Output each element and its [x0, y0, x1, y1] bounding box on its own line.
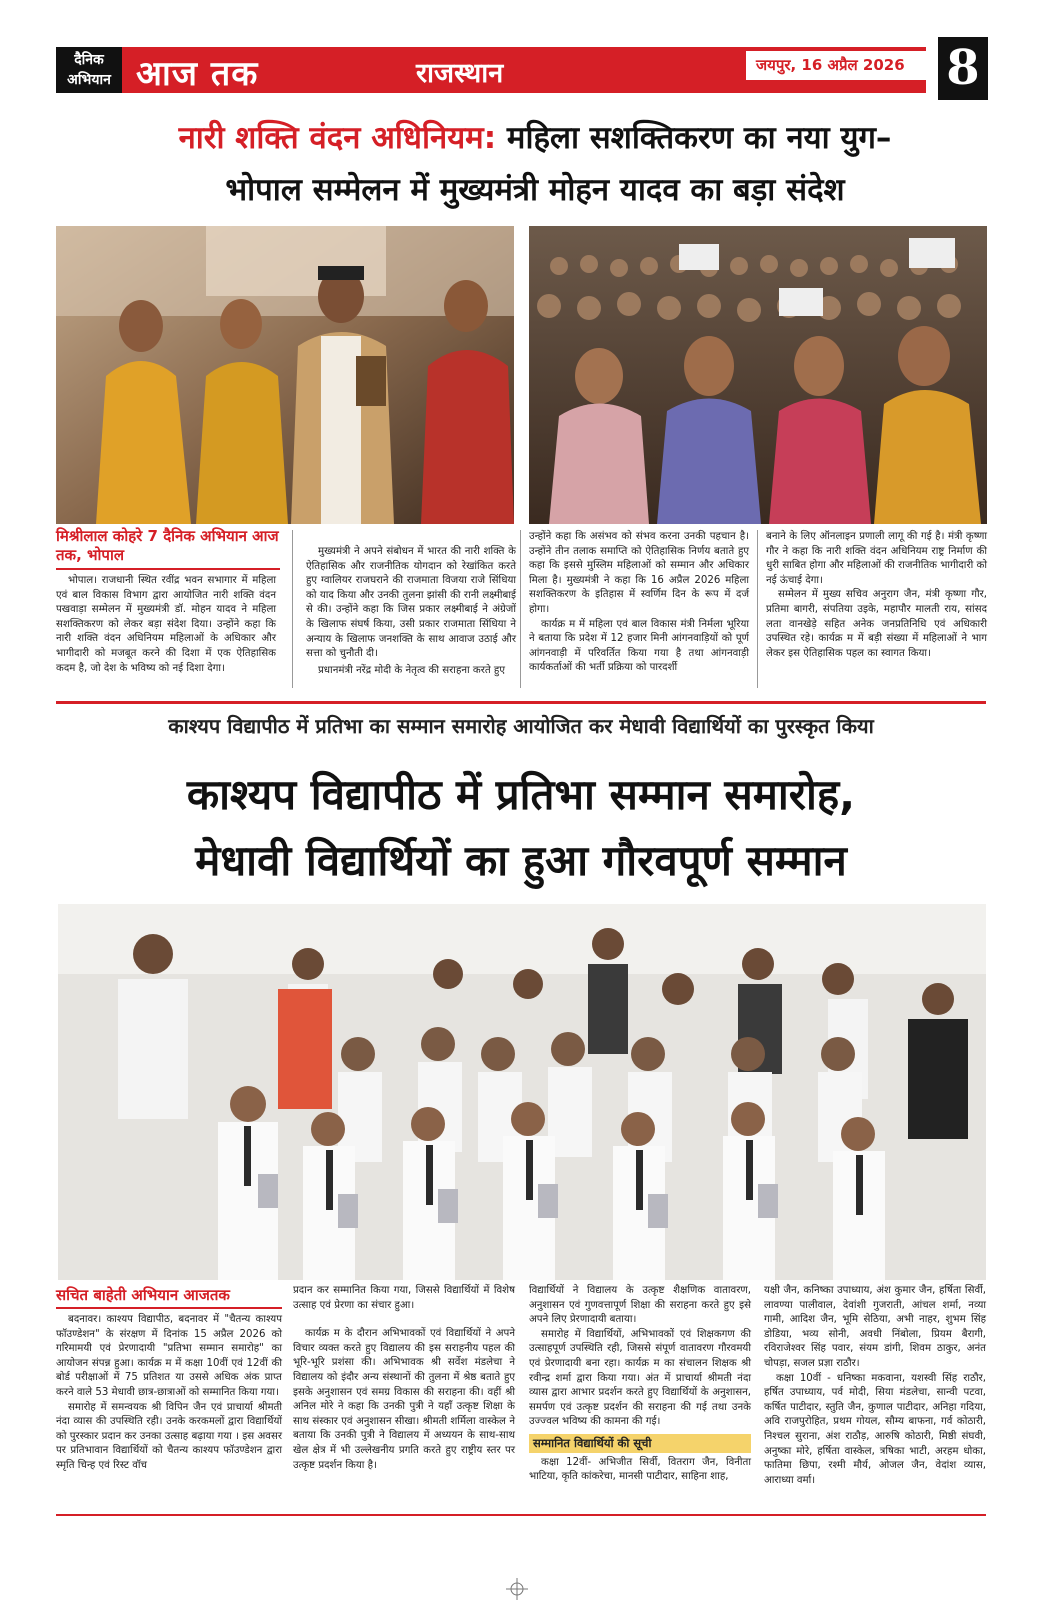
- story2-col3-class12: कक्षा 12वीं- अभिजीत सिर्वी, वितराग जैन, विनीता भाटिया, कृति कांकरेचा, मानसी पाटीदार, साहिना शाह,: [529, 1456, 751, 1483]
- story2-kicker: काश्यप विद्यापीठ में प्रतिभा का सम्मान समारोह आयोजित कर मेधावी विद्यार्थियों का पुरस्कृत किया: [168, 714, 874, 738]
- story1-col2-para2: प्रधानमंत्री नरेंद्र मोदी के नेतृत्व की सराहना करते हुए: [318, 664, 505, 676]
- honoree-list-heading: सम्मानित विद्यार्थियों की सूची: [529, 1434, 751, 1453]
- story1-byline: मिश्रीलाल कोहरे 7 दैनिक अभियान आज तक, भोपाल: [56, 527, 279, 564]
- brand-name: आज तक: [136, 54, 259, 94]
- date-rule: [746, 80, 926, 83]
- story2-column-1: [56, 1313, 282, 1474]
- story2-headline: [56, 762, 986, 894]
- story1-photo-audience: [529, 226, 987, 524]
- story2-col4-list: यक्षी जैन, कनिष्का उपाध्याय, अंश कुमार जैन, हर्षिता सिर्वी, लावण्या पालीवाल, देवांशी गुजराती, आंचल शर्मा, नव्या गामी, आदिश जैन, भूमि सेठिया, अभी नाहर, शुभम सिंह डोडिया, भव्य सोनी, अवधी निंबोला, प्रियम बैरागी, रविराजेश्वर सिंह पवार, संयम डांगी, शिवम ठाकुर, अनंत चोपड़ा, सजल प्रज्ञा राठौर।: [764, 1285, 986, 1369]
- story2-byline-rule: [56, 1307, 282, 1309]
- story1-col3-para2: कार्यक्र म में महिला एवं बाल विकास मंत्री निर्मला भूरिया ने बताया कि प्रदेश में 12 हजार मिनी आंगनवाड़ियों को पूर्ण आंगनवाड़ी में परिवर्तित किया गया है तथा आंगनवाड़ी कार्यकर्ताओं की भर्ती प्रक्रिया को पारदर्शी: [529, 618, 749, 674]
- story1-col2-para1: मुख्यमंत्री ने अपने संबोधन में भारत की नारी शक्ति के ऐतिहासिक और राजनीतिक योगदान को रेखांकित करते हुए ग्वालियर राजघराने की राजमाता विजया राजे सिंधिया को याद किया और उनकी तुलना झांसी की रानी लक्ष्मीबाई से की। उन्होंने कहा कि जिस प्रकार लक्ष्मीबाई ने अंग्रेजों के खिलाफ संघर्ष किया, उसी प्रकार राजमाता सिंधिया ने अन्याय के खिलाफ जनशक्ति के साथ आवाज उठाई और सत्ता को चुनौती दी।: [306, 546, 516, 660]
- story2-photo-group: [58, 904, 986, 1280]
- column-divider: [757, 530, 758, 688]
- story1-headline-line2: भोपाल सम्मेलन में मुख्यमंत्री मोहन यादव का बड़ा संदेश: [225, 172, 845, 208]
- story1-column-4: [766, 530, 987, 661]
- story-separator: [56, 701, 986, 704]
- page-number: 8: [938, 37, 988, 100]
- story2-col1-para1: बदनावर। काश्यप विद्यापीठ, बदनावर में "चैतन्य काश्यप फॉउण्डेशन" के संरक्षण में दिनांक 15 अप्रैल 2026 को गरिमामयी एवं प्रेरणादायी "प्रतिभा सम्मान समारोह" का आयोजन संपन्न हुआ। कार्यक्र म में कक्षा 10वीं एवं 12वीं की बोर्ड परीक्षाओं में 75 प्रतिशत या उससे अधिक अंक प्राप्त करने वाले 53 मेधावी छात्र-छात्राओं को सम्मानित किया गया।: [56, 1314, 282, 1398]
- story2-headline-line1: काश्यप विद्यापीठ में प्रतिभा सम्मान समारोह,: [186, 770, 856, 819]
- section-name: राजस्थान: [416, 58, 504, 89]
- story1-headline: [40, 112, 1030, 216]
- story2-col1-para2: समारोह में समन्वयक श्री विपिन जैन एवं प्राचार्या श्रीमती नंदा व्यास की उपस्थिति रही। उनके करकमलों द्वारा विद्यार्थियों को पुरस्कार प्रदान कर उनका उत्साह बढ़ाया गया । इस अवसर पर प्रतिभावान विद्यार्थियों को चैतन्य काश्यप फॉउण्डेशन द्वारा स्मृति चिन्ह एवं रिस्ट वॉच: [56, 1401, 282, 1471]
- story2-column-4: [764, 1284, 986, 1488]
- story2-col3-para1: विद्यार्थियों ने विद्यालय के उत्कृष्ट शैक्षणिक वातावरण, अनुशासन एवं गुणवत्तापूर्ण शिक्षा की सराहना करते हुए इसे अपने लिए प्रेरणादायी बताया।: [529, 1285, 751, 1326]
- stage-photo-illustration: [56, 226, 514, 524]
- registration-mark-icon: [506, 1578, 528, 1600]
- audience-photo-illustration: [529, 226, 987, 524]
- brand-logo: [56, 47, 122, 93]
- story1-headline-red: नारी शक्ति वंदन अधिनियम:: [178, 120, 497, 156]
- story2-col2-para2: कार्यक्र म के दौरान अभिभावकों एवं विद्यार्थियों ने अपने विचार व्यक्त करते हुए विद्यालय की इस सराहनीय पहल की भूरि-भूरि प्रशंसा की। अभिभावक श्री सर्वेश मंडलेचा ने विद्यालय को इंदौर अन्य संस्थानों की तुलना में श्रेष्ठ बताते हुए इसके अनुशासन एवं समग्र विकास की सराहना की। वहीं श्री अनिल मोरे ने कहा कि उनकी पुत्री ने यहाँ उत्कृष्ट शिक्षा के साथ संस्कार एवं अनुशासन सीखा। श्रीमती शर्मिला वास्केल ने बताया कि उनकी पुत्री ने विद्यालय में अध्ययन के साथ-साथ खेल क्षेत्र में भी उल्लेखनीय प्रगति करते हुए राष्ट्रीय स्तर पर उत्कृष्ट प्रदर्शन किया है।: [293, 1328, 515, 1471]
- story2-col2-para1: प्रदान कर सम्मानित किया गया, जिससे विद्यार्थियों में विशेष उत्साह एवं प्रेरणा का संचार हुआ।: [293, 1285, 515, 1311]
- story2-column-2: [293, 1284, 515, 1473]
- group-photo-illustration: [58, 904, 986, 1280]
- story1-col3-para1: उन्होंने कहा कि असंभव को संभव करना उनकी पहचान है। उन्होंने तीन तलाक समाप्ति को ऐतिहासिक निर्णय बताते हुए कहा कि इससे मुस्लिम महिलाओं को सम्मान और अधिकार मिला है। मुख्यमंत्री ने कहा कि 16 अप्रैल 2026 महिला सशक्तिकरण के इतिहास में स्वर्णिम दिन के रूप में दर्ज होगा।: [529, 531, 749, 615]
- story2-column-3: [529, 1284, 751, 1485]
- story2-byline: सचित बाहेती अभियान आजतक: [56, 1286, 230, 1304]
- column-divider: [520, 530, 521, 688]
- story1-column-2: [306, 545, 516, 678]
- story2-headline-line2: मेधावी विद्यार्थियों का हुआ गौरवपूर्ण सम्मान: [195, 836, 847, 885]
- masthead: [56, 47, 926, 97]
- story1-column-3: [529, 530, 749, 676]
- brand-line1: दैनिक: [74, 52, 104, 68]
- story1-col1-para: भोपाल। राजधानी स्थित रवींद्र भवन सभागार में महिला एवं बाल विकास विभाग द्वारा आयोजित नारी शक्ति वंदन पखवाड़ा सम्मेलन में मुख्यमंत्री डॉ. मोहन यादव ने महिला सशक्तिकरण को लेकर बड़ा संदेश दिया। उन्होंने कहा कि नारी शक्ति वंदन अधिनियम महिलाओं के अधिकार और भागीदारी को मजबूत करने की दिशा में एक ऐतिहासिक कदम है, जो देश के भविष्य को नई दिशा देगा।: [56, 575, 276, 674]
- story1-column-1: [56, 574, 276, 676]
- story1-col4-para1: बनाने के लिए ऑनलाइन प्रणाली लागू की गई है। मंत्री कृष्णा गौर ने कहा कि नारी शक्ति वंदन अधिनियम राष्ट्र निर्माण की धुरी साबित होगा और महिलाओं की राजनीतिक भागीदारी को नई ऊंचाई देगा।: [766, 531, 987, 586]
- issue-date: जयपुर, 16 अप्रैल 2026: [756, 56, 905, 74]
- story2-col4-class10: कक्षा 10वीं - धनिष्का मकवाना, यशस्वी सिंह राठौर, हर्षित उपाध्याय, पर्व मोदी, सिया मंडलेचा, सान्वी पटवा, कर्षित पाटीदार, स्तुति जैन, कुणाल पाटीदार, अनिहा गदिया, अवि राजपुरोहित, प्रथम गोयल, सौम्य बाफना, गर्व कोठारी, निश्चल सुराना, अंश राठौड़, आरुषि कोठारी, मिष्ठी संघवी, अनुष्का मोरे, हर्षिता वास्केल, त्रषिका भाटी, अरहम धोका, फातिमा छिपा, रश्मी मौर्य, ओजल जैन, वेदांश व्यास, आराध्या वर्मा।: [764, 1372, 986, 1486]
- story2-col3-para2: समारोह में विद्यार्थियों, अभिभावकों एवं शिक्षकगण की उत्साहपूर्ण उपस्थिति रही, जिससे संपूर्ण वातावरण गौरवमयी एवं प्रेरणादायी बना रहा। कार्यक्र म का संचालन शिक्षक श्री रवीन्द्र शर्मा द्वारा किया गया। अंत में प्राचार्या श्रीमती नंदा व्यास द्वारा आभार प्रदर्शन करते हुए विद्यार्थियों के अनुशासन, समर्पण एवं उत्कृष्ट प्रदर्शन की सराहना की गई तथा उनके उज्ज्वल भविष्य की कामना की गई।: [529, 1328, 751, 1428]
- story1-photo-stage: [56, 226, 514, 524]
- page-bottom-rule: [56, 1514, 986, 1516]
- story1-col4-para2: सम्मेलन में मुख्य सचिव अनुराग जैन, मंत्री कृष्णा गौर, प्रतिमा बागरी, संपतिया उइके, महापौर मालती राय, सांसद लता वानखेड़े सहित अनेक जनप्रतिनिधि एवं अधिकारी उपस्थित रहे। कार्यक्र म में बड़ी संख्या में महिलाओं ने भाग लेकर इस ऐतिहासिक पहल का स्वागत किया।: [766, 589, 987, 659]
- story1-byline-rule: [56, 568, 280, 570]
- column-divider: [292, 530, 293, 688]
- story1-headline-rest: महिला सशक्तिकरण का नया युग–: [506, 120, 892, 156]
- brand-line2: अभियान: [67, 72, 111, 88]
